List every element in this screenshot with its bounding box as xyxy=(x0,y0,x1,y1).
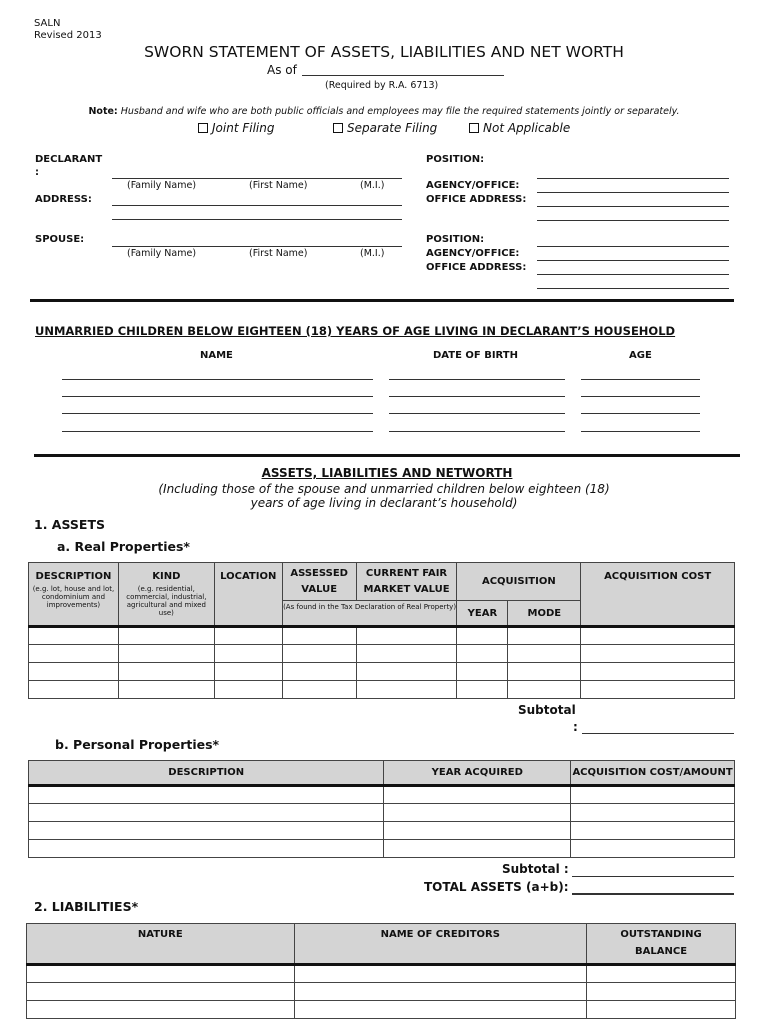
real-subtotal-field[interactable] xyxy=(582,733,734,734)
col-mode: MODE xyxy=(508,601,581,627)
real-properties-table xyxy=(28,562,735,699)
table-row xyxy=(29,681,735,699)
col-fair-market-value: CURRENT FAIR MARKET VALUE xyxy=(356,563,457,601)
spouse-position-label: POSITION: xyxy=(426,234,485,245)
table-row xyxy=(27,965,736,983)
option-not-applicable[interactable] xyxy=(469,121,570,135)
declarant-position-label: POSITION: xyxy=(426,154,485,165)
address-label: ADDRESS: xyxy=(35,194,92,205)
declarant-first-name-label: (First Name) xyxy=(249,180,308,191)
col-outstanding-balance: OUTSTANDING BALANCE xyxy=(587,924,736,965)
required-by: (Required by R.A. 6713) xyxy=(325,80,439,91)
alnw-title: ASSETS, LIABILITIES AND NETWORTH xyxy=(261,466,513,480)
section-divider xyxy=(30,299,734,302)
child-name-field[interactable] xyxy=(62,396,373,397)
col-nature: NATURE xyxy=(27,924,295,965)
declarant-agency-field[interactable] xyxy=(537,192,729,193)
child-name-field[interactable] xyxy=(62,431,373,432)
note-label: Note: xyxy=(88,106,118,117)
declarant-position-field[interactable] xyxy=(537,178,729,179)
child-dob-field[interactable] xyxy=(389,413,565,414)
child-dob-field[interactable] xyxy=(389,431,565,432)
table-row xyxy=(29,645,735,663)
spouse-office-address-field-2[interactable] xyxy=(537,288,729,289)
checkbox-icon[interactable] xyxy=(333,123,343,133)
spouse-agency-field[interactable] xyxy=(537,260,729,261)
children-title: UNMARRIED CHILDREN BELOW EIGHTEEN (18) YEARS OF AGE LIVING IN DECLARANT’S HOUSEHOLD xyxy=(35,324,676,338)
table-row xyxy=(29,786,735,804)
children-age-header: AGE xyxy=(629,350,652,361)
spouse-mi-label: (M.I.) xyxy=(360,248,385,259)
col-kind: KIND (e.g. residential, commercial, industrial, agricultural and mixed use) xyxy=(118,563,214,627)
col-creditors: NAME OF CREDITORS xyxy=(294,924,587,965)
tax-declaration-note: (As found in the Tax Declaration of Real Property) xyxy=(282,601,457,627)
spouse-office-address-label: OFFICE ADDRESS: xyxy=(426,262,527,273)
assets-heading: 1. ASSETS xyxy=(34,517,105,532)
real-subtotal-colon: : xyxy=(573,720,578,734)
col-acquisition: ACQUISITION xyxy=(457,563,581,601)
spouse-position-field[interactable] xyxy=(537,246,729,247)
real-subtotal-label: Subtotal xyxy=(518,703,576,717)
spouse-agency-label: AGENCY/OFFICE: xyxy=(426,248,520,259)
declarant-mi-label: (M.I.) xyxy=(360,180,385,191)
revised-label: Revised 2013 xyxy=(34,30,102,41)
option-label: Separate Filing xyxy=(347,121,438,135)
col-assessed-value: ASSESSED VALUE xyxy=(282,563,356,601)
table-row xyxy=(29,804,735,822)
personal-properties-heading: b. Personal Properties* xyxy=(55,737,220,752)
alnw-subtitle-1: (Including those of the spouse and unmarried children below eighteen (18) xyxy=(158,482,610,496)
children-dob-header: DATE OF BIRTH xyxy=(433,350,518,361)
col-year-acquired: YEAR ACQUIRED xyxy=(384,761,571,786)
personal-subtotal-field[interactable] xyxy=(572,876,734,877)
spouse-family-name-label: (Family Name) xyxy=(127,248,197,259)
option-separate-filing[interactable] xyxy=(333,121,437,135)
declarant-office-address-field-2[interactable] xyxy=(537,220,729,221)
child-name-field[interactable] xyxy=(62,413,373,414)
declarant-name-field[interactable] xyxy=(112,178,402,179)
spouse-first-name-label: (First Name) xyxy=(249,248,308,259)
child-dob-field[interactable] xyxy=(389,396,565,397)
checkbox-icon[interactable] xyxy=(198,123,208,133)
spouse-name-field[interactable] xyxy=(112,246,402,247)
table-row xyxy=(27,983,736,1001)
as-of-label: As of xyxy=(267,63,297,77)
real-properties-heading: a. Real Properties* xyxy=(57,539,190,554)
col-year: YEAR xyxy=(457,601,508,627)
table-row xyxy=(29,663,735,681)
liabilities-table xyxy=(26,923,736,1019)
declarant-agency-label: AGENCY/OFFICE: xyxy=(426,180,520,191)
declarant-office-address-label: OFFICE ADDRESS: xyxy=(426,194,527,205)
child-age-field[interactable] xyxy=(581,413,700,414)
child-name-field[interactable] xyxy=(62,379,373,380)
col-location: LOCATION xyxy=(214,563,282,627)
declarant-colon: : xyxy=(35,167,39,178)
spouse-label: SPOUSE: xyxy=(35,234,85,245)
table-row xyxy=(29,840,735,858)
child-dob-field[interactable] xyxy=(389,379,565,380)
option-label: Not Applicable xyxy=(483,121,571,135)
alnw-subtitle-2: years of age living in declarant’s household) xyxy=(250,496,518,510)
table-row xyxy=(27,1001,736,1019)
spouse-office-address-field-1[interactable] xyxy=(537,274,729,275)
page-title: SWORN STATEMENT OF ASSETS, LIABILITIES AND NET WORTH xyxy=(144,43,624,61)
as-of-field[interactable] xyxy=(302,75,504,76)
option-label: Joint Filing xyxy=(212,121,275,135)
child-age-field[interactable] xyxy=(581,431,700,432)
total-assets-label: TOTAL ASSETS (a+b): xyxy=(424,880,569,894)
col-acquisition-cost-amount: ACQUISITION COST/AMOUNT xyxy=(571,761,735,786)
col-personal-description: DESCRIPTION xyxy=(29,761,384,786)
total-assets-field[interactable] xyxy=(572,893,734,895)
declarant-family-name-label: (Family Name) xyxy=(127,180,197,191)
col-acquisition-cost: ACQUISITION COST xyxy=(581,563,735,627)
children-name-header: NAME xyxy=(200,350,233,361)
personal-subtotal-label: Subtotal : xyxy=(502,862,569,876)
note xyxy=(0,106,768,117)
personal-properties-table xyxy=(28,760,735,858)
liabilities-heading: 2. LIABILITIES* xyxy=(34,899,139,914)
note-text: Husband and wife who are both public officials and employees may file the required statements jointly or separately. xyxy=(120,106,680,117)
declarant-label: DECLARANT xyxy=(35,154,103,165)
child-age-field[interactable] xyxy=(581,396,700,397)
address-field-2[interactable] xyxy=(112,219,402,220)
child-age-field[interactable] xyxy=(581,379,700,380)
table-row xyxy=(29,822,735,840)
checkbox-icon[interactable] xyxy=(469,123,479,133)
address-field-1[interactable] xyxy=(112,205,402,206)
section-divider xyxy=(34,454,740,457)
declarant-office-address-field-1[interactable] xyxy=(537,206,729,207)
option-joint-filing[interactable] xyxy=(198,121,274,135)
form-code: SALN xyxy=(34,18,61,29)
col-description: DESCRIPTION (e.g. lot, house and lot, condominium and improvements) xyxy=(29,563,119,627)
table-row xyxy=(29,627,735,645)
